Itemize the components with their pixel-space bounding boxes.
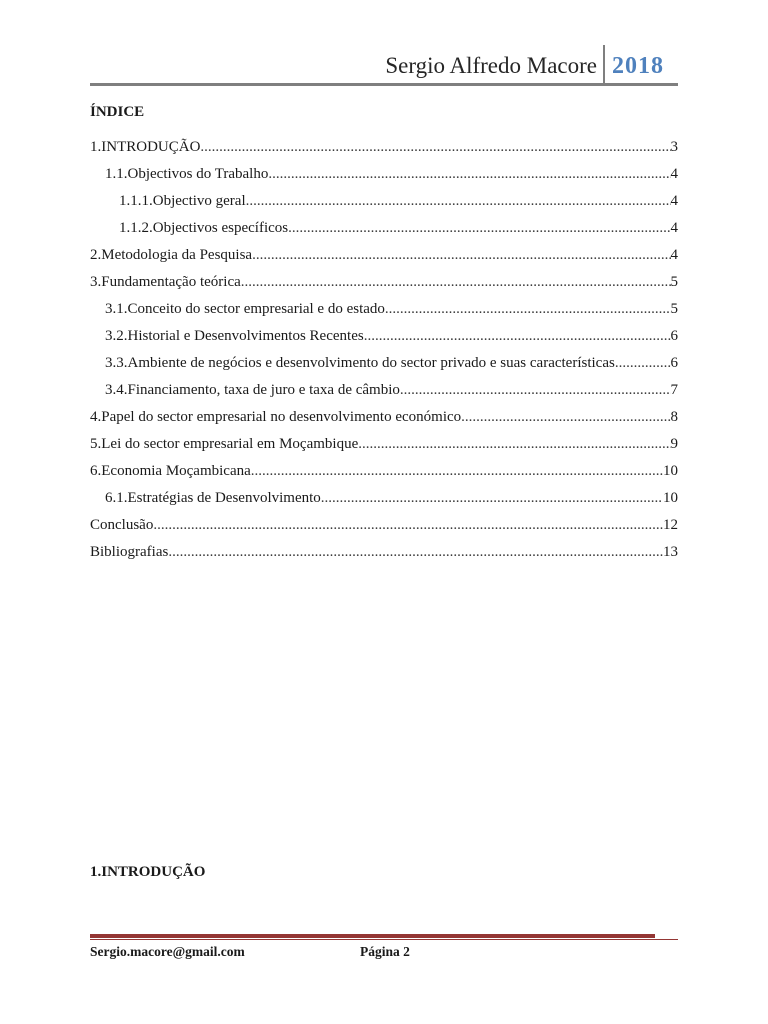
toc-entry-page: 10 bbox=[663, 463, 678, 479]
toc-entry-page: 5 bbox=[670, 301, 678, 317]
toc-entry-page: 5 bbox=[670, 274, 678, 290]
toc-entry bbox=[90, 350, 678, 377]
toc-dot-leader bbox=[246, 188, 671, 215]
toc-dot-leader bbox=[241, 269, 671, 296]
toc-entry-title: 5.Lei do sector empresarial em Moçambique bbox=[90, 436, 359, 452]
toc-entry bbox=[90, 134, 678, 161]
toc-entry-title: 3.Fundamentação teórica bbox=[90, 274, 241, 290]
toc-entry-page: 4 bbox=[670, 166, 678, 182]
toc-entry bbox=[90, 161, 678, 188]
toc-entry bbox=[90, 431, 678, 458]
footer-email: Sergio.macore@gmail.com bbox=[90, 944, 245, 959]
toc-dot-leader bbox=[385, 296, 671, 323]
toc-entry-title: 2.Metodologia da Pesquisa bbox=[90, 247, 253, 263]
footer-rule-thin bbox=[90, 939, 678, 940]
toc-entry bbox=[90, 323, 678, 350]
toc-entry-page: 4 bbox=[670, 193, 678, 209]
toc-entry-title: 3.2.Historial e Desenvolvimentos Recentes bbox=[105, 328, 364, 344]
header-year: 2018 bbox=[612, 53, 664, 79]
toc-entry-title: 1.1.1.Objectivo geral bbox=[119, 193, 246, 209]
toc-entry-page: 4 bbox=[670, 220, 678, 236]
toc-entry bbox=[90, 377, 678, 404]
toc-entry-title: 1.INTRODUÇÃO bbox=[90, 139, 201, 155]
toc-dot-leader bbox=[615, 350, 671, 377]
toc-entry-title: Bibliografias bbox=[90, 544, 169, 560]
header-rule bbox=[90, 83, 678, 86]
toc-dot-leader bbox=[321, 485, 663, 512]
toc-entry-title: 3.1.Conceito do sector empresarial e do estado bbox=[105, 301, 385, 317]
footer-page-number: Página 2 bbox=[360, 944, 410, 959]
toc-entry-page: 4 bbox=[670, 247, 678, 263]
toc-dot-leader bbox=[200, 134, 670, 161]
toc-entry-title: 4.Papel do sector empresarial no desenvolvimento económico bbox=[90, 409, 462, 425]
toc-entry-page: 6 bbox=[670, 328, 678, 344]
toc-entry bbox=[90, 539, 678, 566]
toc-entry-page: 13 bbox=[663, 544, 678, 560]
toc-entry-title: 3.3.Ambiente de negócios e desenvolvimento do sector privado e suas características bbox=[105, 355, 615, 371]
toc-dot-leader bbox=[358, 431, 670, 458]
toc-entry-page: 8 bbox=[670, 409, 678, 425]
toc-entry-page: 9 bbox=[670, 436, 678, 452]
toc-dot-leader bbox=[461, 404, 670, 431]
toc-entry-page: 7 bbox=[670, 382, 678, 398]
toc-entry bbox=[90, 296, 678, 323]
toc-entry bbox=[90, 188, 678, 215]
toc-dot-leader bbox=[400, 377, 671, 404]
toc-entry-page: 10 bbox=[663, 490, 678, 506]
toc-entry bbox=[90, 242, 678, 269]
toc-entry-title: 1.1.Objectivos do Trabalho bbox=[105, 166, 269, 182]
toc-entry bbox=[90, 512, 678, 539]
toc-entry bbox=[90, 215, 678, 242]
footer-rule-thick bbox=[90, 934, 655, 938]
toc-entry-page: 12 bbox=[663, 517, 678, 533]
toc-dot-leader bbox=[252, 242, 670, 269]
toc-entry-title: 6.1.Estratégias de Desenvolvimento bbox=[105, 490, 321, 506]
toc-dot-leader bbox=[153, 512, 663, 539]
header-author: Sergio Alfredo Macore bbox=[385, 53, 597, 78]
toc-entry bbox=[90, 269, 678, 296]
toc-entry-title: 1.1.2.Objectivos específicos bbox=[119, 220, 289, 236]
toc-entry bbox=[90, 485, 678, 512]
toc-dot-leader bbox=[268, 161, 670, 188]
toc-dot-leader bbox=[364, 323, 671, 350]
toc-dot-leader bbox=[288, 215, 670, 242]
header-divider bbox=[603, 45, 605, 84]
toc-entry-page: 6 bbox=[670, 355, 678, 371]
toc-entry-page: 3 bbox=[670, 139, 678, 155]
toc-entry bbox=[90, 404, 678, 431]
toc-entry-title: Conclusão bbox=[90, 517, 154, 533]
toc-entry bbox=[90, 458, 678, 485]
toc-dot-leader bbox=[168, 539, 663, 566]
section-heading: 1.INTRODUÇÃO bbox=[90, 864, 206, 880]
toc-entry-title: 3.4.Financiamento, taxa de juro e taxa de câmbio bbox=[105, 382, 400, 398]
toc-heading: ÍNDICE bbox=[90, 104, 145, 120]
toc-entry-title: 6.Economia Moçambicana bbox=[90, 463, 251, 479]
table-of-contents bbox=[90, 134, 678, 566]
toc-dot-leader bbox=[251, 458, 663, 485]
